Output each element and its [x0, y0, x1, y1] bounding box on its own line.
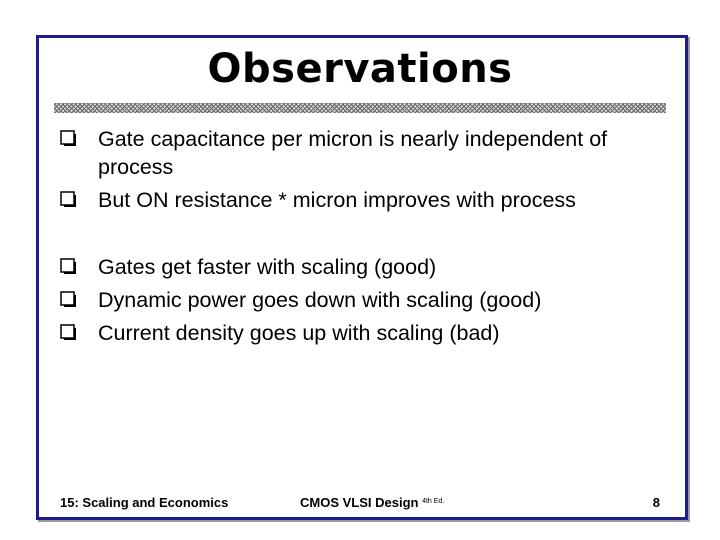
bullet-text: Gates get faster with scaling (good)	[98, 255, 437, 279]
bullet-item	[60, 125, 680, 181]
footer-chapter: 15: Scaling and Economics	[60, 495, 229, 510]
bullet-text: But ON resistance * micron improves with process	[98, 188, 576, 212]
slide-title: Observations	[207, 46, 513, 92]
hollow-square-bullet-icon	[60, 191, 77, 208]
page-number: 8	[652, 495, 660, 510]
bullet-item	[60, 286, 680, 314]
footer-course-title: CMOS VLSI Design	[300, 495, 419, 510]
footer-edition: 4th Ed.	[422, 498, 445, 505]
hollow-square-bullet-icon	[60, 324, 77, 341]
bullet-item	[60, 319, 680, 347]
bullet-text: Gate capacitance per micron is nearly independent of process	[98, 127, 608, 179]
hollow-square-bullet-icon	[60, 130, 77, 147]
bullet-text: Current density goes up with scaling (bad)	[98, 321, 500, 345]
title-divider-bar	[54, 103, 666, 113]
bullet-text: Dynamic power goes down with scaling (good)	[98, 288, 542, 312]
footer-course	[300, 494, 444, 512]
hollow-square-bullet-icon	[60, 291, 77, 308]
hollow-square-bullet-icon	[60, 258, 77, 275]
bullet-item	[60, 253, 680, 281]
bullet-list-process	[60, 125, 680, 214]
bullet-item	[60, 186, 680, 214]
bullet-list-scaling	[60, 253, 680, 347]
